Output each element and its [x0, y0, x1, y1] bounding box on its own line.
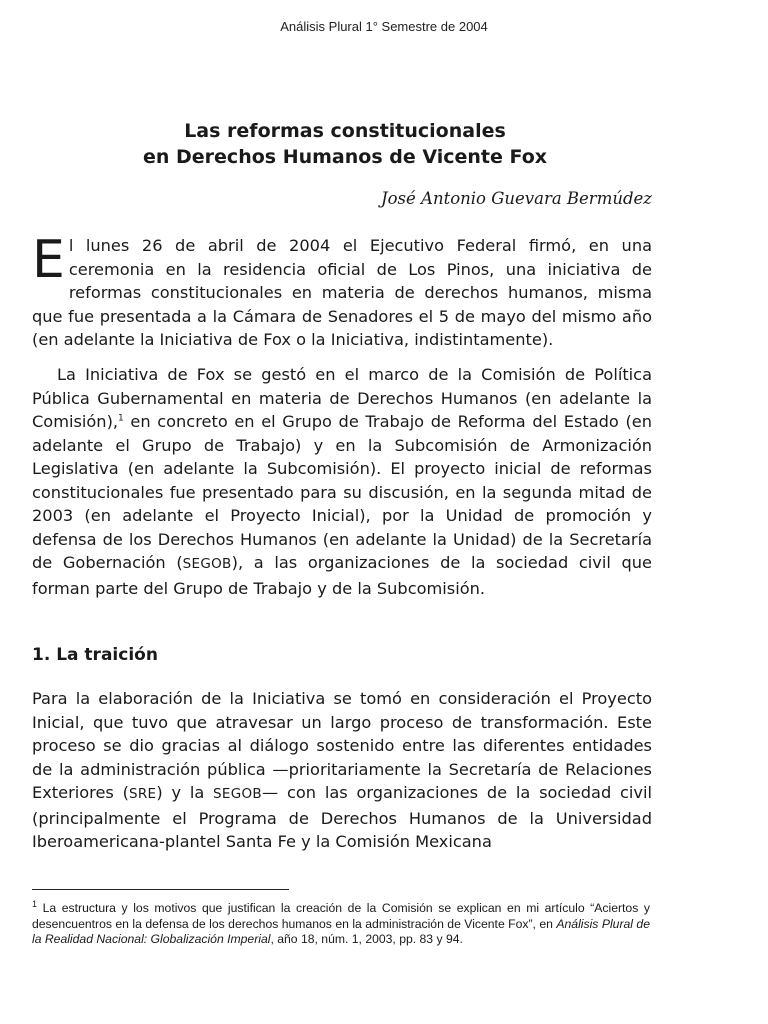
footnote-1: [32, 898, 650, 948]
footnote-text-1: La estructura y los motivos que justifican la creación de la Comisión se explican en mi artículo “Aciertos y desencuentros en la defensa de los derechos humanos en la administración de Vicente Fox”, en: [32, 901, 650, 931]
paragraph-2: [32, 363, 652, 600]
paragraph-3: [32, 687, 652, 854]
abbr-sre: SRE: [128, 786, 157, 802]
drop-cap: E: [32, 230, 65, 290]
title-line-1: Las reformas constitucionales: [184, 120, 506, 142]
paragraph-3-part-1: Para la elaboración de la Iniciativa se tomó en consideración el Proyecto Inicial, que tuvo que atravesar un largo proceso de transformación. Este proceso se dio gracias al diálogo sostenido entre las diferentes entidades de la administración pública —prioritariamente la Secretaría de Relaciones Exteriores (: [32, 689, 652, 802]
footnote-reference[interactable]: 1: [118, 413, 124, 424]
paragraph-2-part-2: en concreto en el Grupo de Trabajo de Reforma del Estado (en adelante el Grupo de Trabajo) y en la Subcomisión de Armonización Legislativa (en adelante la Subcomisión). El proyecto inicial de reformas constitucionales fue presentado para su discusión, en la segunda mitad de 2003 (en adelante el Proyecto Inicial), por la Unidad de promoción y defensa de los Derechos Humanos (en adelante la Unidad) de la Secretaría de Gobernación (: [32, 412, 652, 572]
footnote-mark: 1: [32, 898, 38, 909]
paragraph-3-part-3: — con las organizaciones de la sociedad civil (principalmente el Programa de Derechos Humanos de la Universidad Iberoamericana-plantel Santa Fe y la Comisión Mexicana: [32, 783, 652, 851]
paragraph-2-part-1: La Iniciativa de Fox se gestó en el marco de la Comisión de Política Pública Gubernamental en materia de Derechos Humanos (en adelante la Comisión),: [32, 365, 652, 431]
abbr-segob: SEGOB: [213, 786, 262, 802]
running-head: Análisis Plural 1° Semestre de 2004: [280, 19, 488, 34]
paragraph-1-text: l lunes 26 de abril de 2004 el Ejecutivo Federal firmó, en una ceremonia en la residencia oficial de Los Pinos, una iniciativa de reformas constitucionales en materia de derechos humanos, misma que fue presentada a la Cámara de Senadores el 5 de mayo del mismo año (en adelante la Iniciativa de Fox o la Iniciativa, indistintamente).: [32, 236, 652, 349]
paragraph-2-part-3: ), a las organizaciones de la sociedad civil que forman parte del Grupo de Trabajo y de la Subcomisión.: [32, 553, 652, 598]
article-title: [0, 118, 690, 170]
footnote-text-2: , año 18, núm. 1, 2003, pp. 83 y 94.: [270, 932, 463, 946]
footnote-journal-title: Análisis Plural de la Realidad Nacional: Globalización Imperial: [32, 916, 650, 946]
section-heading: 1. La traición: [32, 645, 158, 665]
footnote-divider: [32, 889, 289, 890]
author-name: José Antonio Guevara Bermúdez: [381, 189, 652, 208]
paragraph-1: [32, 230, 652, 352]
abbr-segob: SEGOB: [182, 556, 232, 572]
title-line-2: en Derechos Humanos de Vicente Fox: [142, 146, 548, 168]
paragraph-3-part-2: ) y la: [156, 783, 214, 802]
